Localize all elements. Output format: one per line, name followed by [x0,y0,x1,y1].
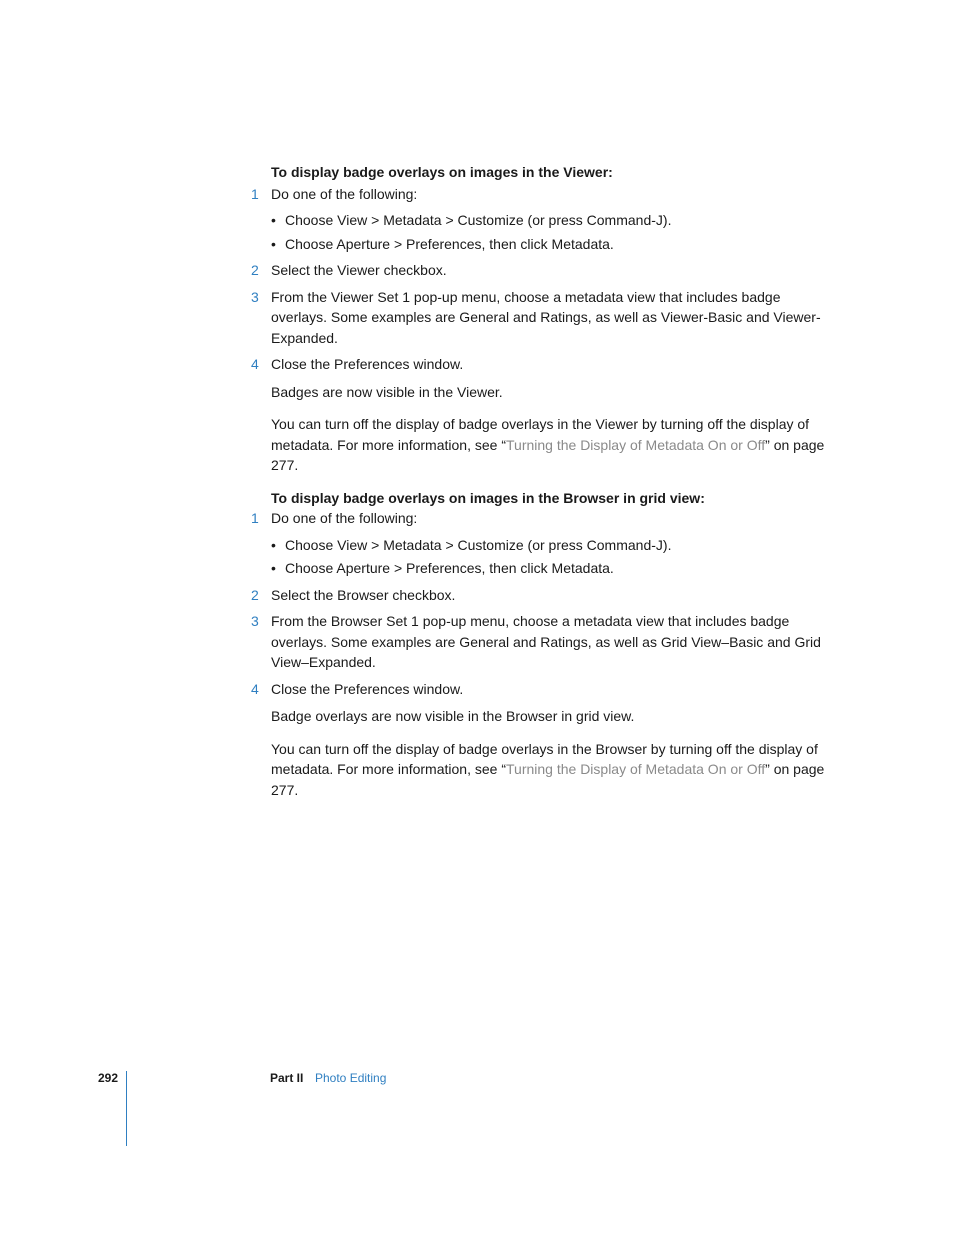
cross-reference-link[interactable]: Turning the Display of Metadata On or Off [506,761,766,777]
bullet-icon: • [271,536,276,553]
step-number: 3 [251,288,259,305]
main-content [251,162,831,800]
footer-chapter-link[interactable]: Photo Editing [315,1071,387,1085]
step-number: 4 [251,680,259,697]
section1-bullet-2 [271,234,831,255]
section1-step-2 [251,260,831,281]
step-number: 2 [251,586,259,603]
step-number: 1 [251,510,259,526]
bullet-text: Choose View > Metadata > Customize (or press Command-J). [285,212,672,228]
step-text: Select the Viewer checkbox. [271,262,447,278]
step-text: Close the Preferences window. [271,356,464,372]
note-text: You can turn off the display of badge overlays in the Browser by turning off the display of metadata. For more information, see “ [271,740,818,777]
section1-note [271,414,831,476]
section2-bullet-1 [271,535,831,556]
step-text: Select the Browser checkbox. [271,586,456,603]
bullet-text: Choose Aperture > Preferences, then click Metadata. [285,235,614,252]
note-text: You can turn off the display of badge overlays in the Viewer by turning off the display of metadata. For more information, see “ [271,416,810,453]
section2-result: Badge overlays are now visible in the Browser in grid view. [271,708,635,724]
step-text: From the Viewer Set 1 pop-up menu, choose a metadata view that includes badge overlays. Some examples are General and Ratings, as well as Viewer-Basic and Viewer-Expanded. [271,288,821,346]
footer-part-label: Part II [270,1071,304,1085]
section2-step-1 [251,508,831,529]
step-number: 3 [251,613,259,629]
step-text: Do one of the following: [271,510,418,526]
note-text: ” on page 277. [271,436,825,473]
section1-bullet-1 [271,210,831,231]
page-number: 292 [98,1071,119,1085]
section2-step-4 [251,679,831,700]
section2-step-3 [251,611,831,673]
bullet-text: Choose Aperture > Preferences, then click Metadata. [285,560,614,576]
note-text: ” on page 277. [271,761,825,798]
footer-divider [126,1071,127,1146]
section1-step-1 [251,184,831,205]
bullet-icon: • [271,560,276,576]
section2-heading: To display badge overlays on images in the Browser in grid view: [271,489,705,506]
bullet-icon: • [271,212,276,228]
step-text: Close the Preferences window. [271,680,464,697]
section2-step-2 [251,585,831,606]
section1-result: Badges are now visible in the Viewer. [271,383,503,400]
section1-step-4 [251,354,831,375]
section1-heading: To display badge overlays on images in the Viewer: [271,164,613,180]
section2-note [271,739,831,801]
step-number: 2 [251,262,259,278]
section1-step-3 [251,287,831,349]
step-number: 4 [251,356,259,372]
bullet-text: Choose View > Metadata > Customize (or press Command-J). [285,536,672,553]
step-number: 1 [251,185,259,202]
bullet-icon: • [271,235,276,252]
step-text: Do one of the following: [271,185,418,202]
section2-bullet-2 [271,558,831,579]
cross-reference-link[interactable]: Turning the Display of Metadata On or Off [506,436,766,453]
step-text: From the Browser Set 1 pop-up menu, choose a metadata view that includes badge overlays. Some examples are General and Ratings, as well as Grid View–Basic and Grid View–Expanded. [271,613,821,670]
